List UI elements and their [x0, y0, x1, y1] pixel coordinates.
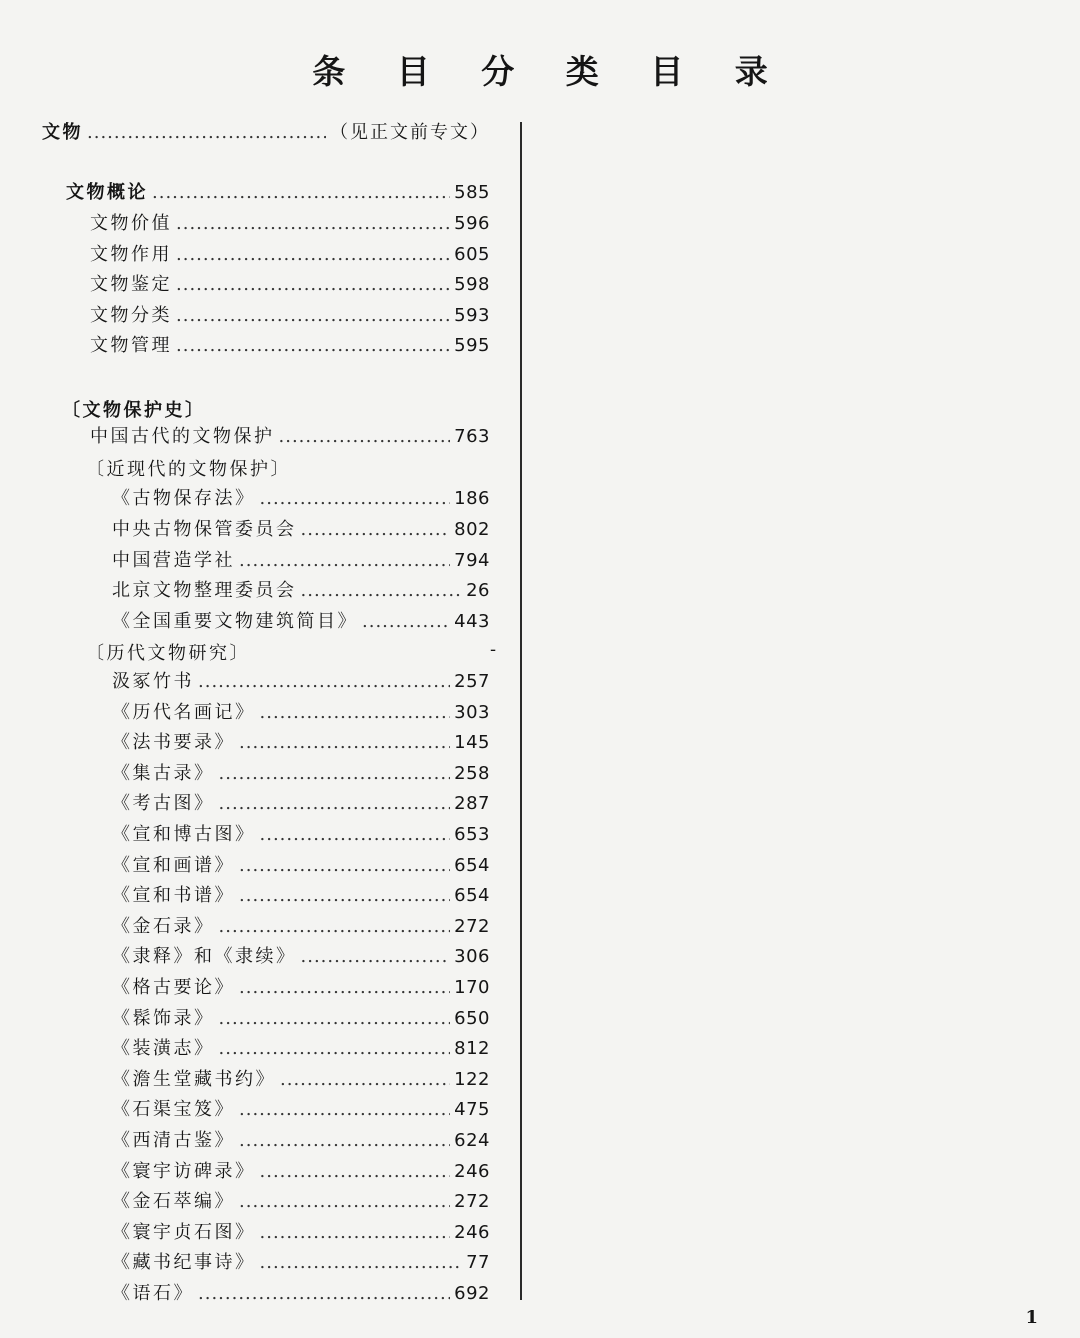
entry-page: 258 — [454, 762, 490, 784]
entry-label: 《隶释》和《隶续》 — [112, 946, 297, 968]
toc-entry[interactable] — [90, 209, 490, 235]
toc-entry[interactable] — [112, 1126, 490, 1152]
toc-entry[interactable] — [112, 1218, 490, 1244]
entry-page: 306 — [454, 946, 490, 968]
entry-page: 654 — [454, 854, 490, 876]
toc-entry[interactable] — [112, 942, 490, 968]
entry-label: 《宣和博古图》 — [112, 824, 256, 845]
entry-page: 692 — [454, 1283, 490, 1304]
entry-label: 《古物保存法》 — [112, 488, 256, 509]
entry-page: （见正文前专文） — [330, 122, 490, 143]
leader-dots — [87, 122, 326, 143]
entry-page: 272 — [454, 1191, 490, 1213]
entry-label: 《集古录》 — [112, 762, 215, 784]
entry-label: 文物概论 — [66, 182, 148, 203]
entry-label: 中央古物保管委员会 — [112, 518, 297, 540]
entry-label: 文物 — [42, 122, 83, 143]
entry-label: 《宣和画谱》 — [112, 854, 235, 876]
toc-entry[interactable] — [112, 1065, 490, 1091]
leader-dots — [362, 611, 450, 632]
toc-entry[interactable] — [112, 728, 490, 754]
leader-dots — [176, 305, 450, 326]
toc-entry[interactable] — [112, 881, 490, 907]
toc-entry[interactable] — [112, 759, 490, 785]
toc-entry[interactable] — [112, 1187, 490, 1213]
leader-dots — [301, 519, 451, 540]
entry-page: 77 — [466, 1252, 490, 1274]
leader-dots — [219, 1038, 451, 1059]
entry-label: 文物作用 — [90, 243, 172, 265]
leader-dots — [260, 488, 451, 509]
entry-page: 763 — [454, 426, 490, 447]
section-heading-baohushi: 〔文物保护史〕 — [62, 400, 206, 421]
entry-page: 593 — [454, 304, 490, 326]
entry-page: 812 — [454, 1038, 490, 1060]
toc-entry[interactable] — [90, 331, 490, 357]
leader-dots — [176, 335, 450, 356]
entry-page: 246 — [454, 1160, 490, 1182]
toc-entry[interactable] — [112, 1095, 490, 1121]
leader-dots — [219, 1008, 451, 1029]
entry-page: 624 — [454, 1130, 490, 1151]
leader-dots — [219, 793, 451, 814]
entry-page: 794 — [454, 549, 490, 571]
leader-dots — [260, 1161, 451, 1182]
page-number: 1 — [1025, 1307, 1038, 1328]
leader-dots — [176, 274, 450, 295]
leader-dots — [260, 702, 451, 723]
section-mark: - — [490, 639, 499, 660]
entry-page: 145 — [454, 732, 490, 754]
leader-dots — [260, 824, 451, 845]
leader-dots — [219, 916, 451, 937]
entry-page: 475 — [454, 1099, 490, 1121]
entry-label: 《藏书纪事诗》 — [112, 1252, 256, 1274]
entry-page: 654 — [454, 885, 490, 907]
entry-label: 《全国重要文物建筑简目》 — [112, 611, 358, 633]
entry-label: 《澹生堂藏书约》 — [112, 1068, 276, 1090]
toc-entry[interactable] — [112, 820, 490, 846]
toc-entry[interactable] — [112, 1034, 490, 1060]
leader-dots — [219, 763, 451, 784]
entry-label: 中国古代的文物保护 — [90, 426, 275, 447]
leader-dots — [239, 1191, 450, 1212]
entry-label: 《髹饰录》 — [112, 1007, 215, 1029]
section-heading-yanjiu: 〔历代文物研究〕 — [86, 643, 250, 664]
entry-page: 443 — [454, 611, 490, 633]
toc-entry[interactable] — [112, 1248, 490, 1274]
entry-page: 272 — [454, 915, 490, 937]
toc-entry[interactable] — [90, 270, 490, 296]
leader-dots — [239, 855, 450, 876]
entry-page: 26 — [466, 580, 490, 602]
entry-label: 文物鉴定 — [90, 274, 172, 295]
leader-dots — [260, 1222, 451, 1243]
entry-page: 598 — [454, 274, 490, 295]
entry-page: 170 — [454, 977, 490, 998]
entry-label: 文物管理 — [90, 335, 172, 356]
entry-page: 287 — [454, 793, 490, 815]
leader-dots — [239, 732, 450, 753]
entry-page: 246 — [454, 1221, 490, 1243]
entry-page: 653 — [454, 824, 490, 845]
toc-entry[interactable] — [112, 484, 490, 510]
entry-page: 257 — [454, 671, 490, 692]
toc-entry[interactable] — [112, 973, 490, 999]
leader-dots — [176, 244, 450, 265]
entry-label: 《法书要录》 — [112, 732, 235, 754]
entry-label: 文物价值 — [90, 213, 172, 234]
leader-dots — [239, 1099, 450, 1120]
entry-page: 186 — [454, 488, 490, 509]
section-heading-jinxiandai: 〔近现代的文物保护〕 — [86, 459, 291, 480]
leader-dots — [152, 182, 450, 203]
column-divider — [520, 122, 522, 1300]
entry-page: 595 — [454, 335, 490, 356]
leader-dots — [198, 671, 450, 692]
entry-label: 文物分类 — [90, 304, 172, 326]
entry-label: 《语石》 — [112, 1283, 194, 1304]
entry-page: 122 — [454, 1068, 490, 1090]
toc-entry[interactable] — [90, 240, 490, 266]
leader-dots — [198, 1283, 450, 1304]
toc-entry[interactable] — [112, 851, 490, 877]
leader-dots — [239, 977, 450, 998]
leader-dots — [239, 550, 450, 571]
toc-entry-gudai[interactable] — [90, 422, 490, 448]
toc-entry[interactable] — [90, 301, 490, 327]
entry-label: 《金石萃编》 — [112, 1191, 235, 1213]
toc-entry[interactable] — [112, 607, 490, 633]
entry-label: 汲冢竹书 — [112, 671, 194, 692]
toc-entry[interactable] — [112, 789, 490, 815]
entry-page: 585 — [454, 182, 490, 203]
toc-entry[interactable] — [112, 1004, 490, 1030]
entry-label: 《历代名画记》 — [112, 701, 256, 723]
toc-entry[interactable] — [112, 1157, 490, 1183]
entry-label: 北京文物整理委员会 — [112, 580, 297, 602]
entry-label: 《宣和书谱》 — [112, 885, 235, 907]
entry-label: 《寰宇访碑录》 — [112, 1160, 256, 1182]
page-title: 条 目 分 类 目 录 — [312, 52, 788, 91]
toc-entry[interactable] — [112, 698, 490, 724]
leader-dots — [239, 885, 450, 906]
leader-dots — [301, 946, 451, 967]
leader-dots — [239, 1130, 450, 1151]
entry-label: 《西清古鉴》 — [112, 1130, 235, 1151]
entry-page: 303 — [454, 701, 490, 723]
entry-page: 596 — [454, 213, 490, 234]
entry-label: 《石渠宝笈》 — [112, 1099, 235, 1121]
entry-label: 《考古图》 — [112, 793, 215, 815]
toc-entry[interactable] — [112, 667, 490, 693]
toc-entry[interactable] — [112, 515, 490, 541]
entry-label: 中国营造学社 — [112, 549, 235, 571]
toc-entry-wenwu[interactable] — [42, 118, 490, 144]
toc-entry[interactable] — [112, 546, 490, 572]
toc-entry[interactable] — [112, 912, 490, 938]
entry-page: 802 — [454, 518, 490, 540]
entry-page: 650 — [454, 1007, 490, 1029]
toc-entry-gailun[interactable] — [66, 178, 490, 204]
entry-label: 《金石录》 — [112, 915, 215, 937]
toc-entry[interactable] — [112, 1279, 490, 1305]
entry-page: 605 — [454, 243, 490, 265]
leader-dots — [280, 1069, 450, 1090]
leader-dots — [279, 426, 451, 447]
toc-entry[interactable] — [112, 576, 490, 602]
entry-label: 《寰宇贞石图》 — [112, 1221, 256, 1243]
entry-label: 《装潢志》 — [112, 1038, 215, 1060]
entry-label: 《格古要论》 — [112, 977, 235, 998]
leader-dots — [301, 580, 463, 601]
leader-dots — [176, 213, 450, 234]
leader-dots — [260, 1252, 463, 1273]
